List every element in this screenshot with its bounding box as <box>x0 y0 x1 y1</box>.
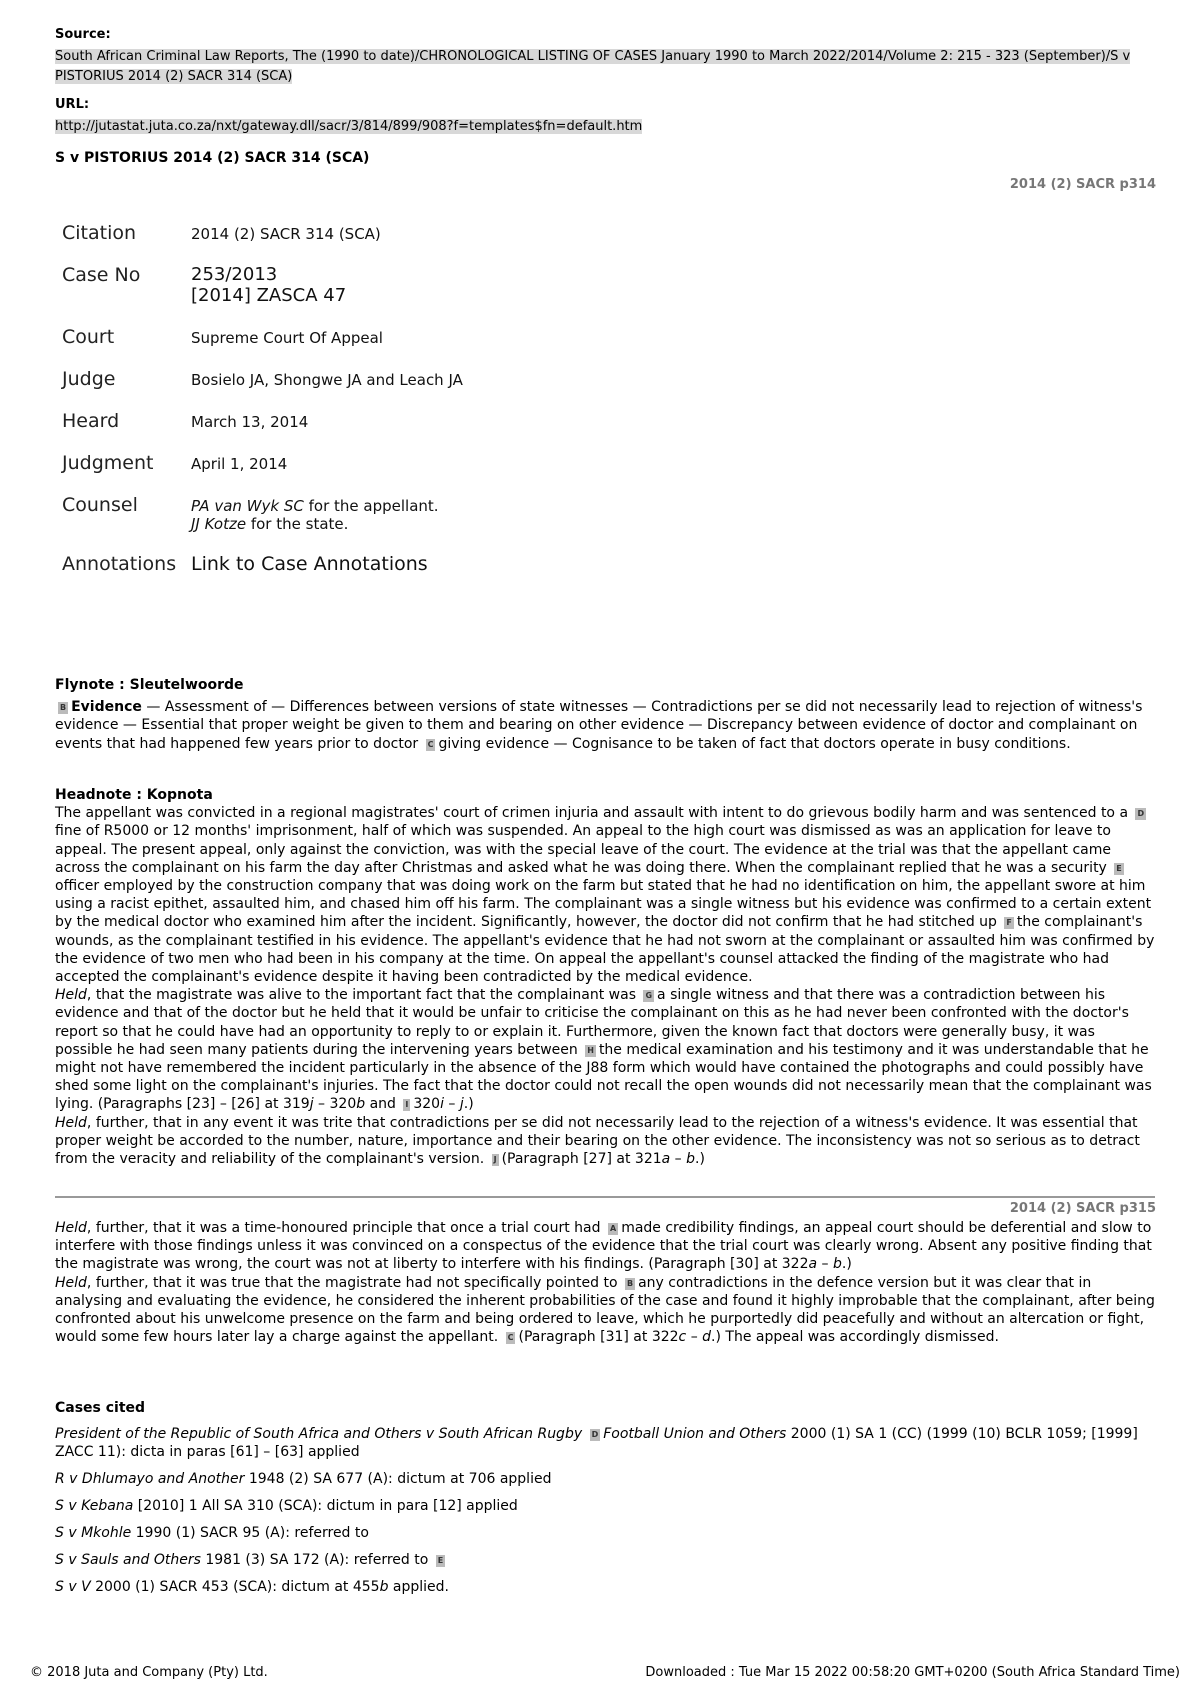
judge-value: Bosielo JA, Shongwe JA and Leach JA <box>191 371 463 389</box>
url-link[interactable]: http://jutastat.juta.co.za/nxt/gateway.dll/sacr/3/814/899/908?f=templates$fn=default.htm <box>55 119 643 134</box>
case-title: S v PISTORIUS 2014 (2) SACR 314 (SCA) <box>55 150 370 166</box>
heard-label: Heard <box>62 410 120 432</box>
headnote-heading: Headnote : Kopnota <box>55 787 213 803</box>
footer-downloaded: Downloaded : Tue Mar 15 2022 00:58:20 GMT+0200 (South Africa Standard Time) <box>645 1665 1180 1680</box>
headnote-held-3: Held, further, that it was a time-honoured principle that once a trial court had A made credibility findings, an appeal court should be deferential and slow to interfere with those findings unless it was convinced on a conspectus of the evidence that the trial court was clearly wrong. Absent any positive finding that the magistrate was wrong, the court was not at liberty to interfere with his findings. (Paragraph [30] at 322a – b.) <box>55 1220 1152 1273</box>
case-item: President of the Republic of South Africa and Others v South African Rugby D Football Union and Others 2000 (1) SA 1 (CC) (1999 (10) BCLR 1059; [1999] ZACC 11): dicta in paras [61] – [63] applied <box>55 1426 1138 1460</box>
meta-row-counsel <box>62 494 463 553</box>
annotations-link[interactable]: Link to Case Annotations <box>191 553 428 575</box>
counsel-label: Counsel <box>62 494 138 516</box>
case-item: R v Dhlumayo and Another 1948 (2) SA 677 (A): dictum at 706 applied <box>55 1471 552 1487</box>
margin-marker-b2: B <box>626 1278 634 1288</box>
margin-marker-j: J <box>493 1155 497 1165</box>
judgment-value: April 1, 2014 <box>191 455 288 473</box>
footer-copyright: © 2018 Juta and Company (Pty) Ltd. <box>30 1665 268 1680</box>
counsel-state: JJ Kotze for the state. <box>191 515 349 533</box>
headnote-continued <box>55 1219 1155 1346</box>
headnote-facts: The appellant was convicted in a regional magistrates' court of crimen injuria and assault with intent to do grievous bodily harm and was sentenced to a Dfine of R5000 or 12 months' imprisonment, half of which was suspended. An appeal to the high court was dismissed as was an application for leave to appeal. The present appeal, only against the conviction, was with the special leave of the court. The evidence at the trial was that the appellant came across the complainant on his farm the day after Christmas and asked what he was doing there. When the complainant replied that he was a security Eofficer employed by the construction company that was doing work on the farm but stated that he had no identification on him, the appellant swore at him using a racist epithet, assaulted him, and chased him off his farm. The complainant was a single witness but his evidence was confirmed to a certain extent by the medical doctor who examined him after the incident. Significantly, however, the doctor did not confirm that he had stitched up F the complainant's wounds, as the complainant testified in his evidence. The appellant's evidence that he had not sworn at the complainant or assaulted him was confirmed by the evidence of two men who had been in his company at the time. On appeal the appellant's counsel attacked the finding of the magistrate who had accepted the complainant's evidence despite it having been contradicted by the medical evidence. <box>55 805 1155 986</box>
judgment-label: Judgment <box>62 452 154 474</box>
case-metadata <box>62 222 463 595</box>
heard-value: March 13, 2014 <box>191 413 309 431</box>
flynote-section <box>55 676 1155 753</box>
margin-marker-f: F <box>1006 918 1012 928</box>
annotations-label: Annotations <box>62 553 177 575</box>
citation-value: 2014 (2) SACR 314 (SCA) <box>191 225 381 243</box>
margin-marker-a: A <box>609 1224 617 1233</box>
margin-marker-c2: C <box>507 1333 514 1343</box>
margin-marker-h: H <box>587 1045 594 1055</box>
source-path[interactable]: South African Criminal Law Reports, The (1990 to date)/CHRONOLOGICAL LISTING OF CASES January 1990 to March 2022/2014/Volume 2: 215 - 323 (September)/S v PISTORIUS 2014 (2) SACR 314 (SCA) <box>55 49 1131 84</box>
meta-row-citation <box>62 222 463 264</box>
caseno-number: 253/2013 <box>191 264 278 285</box>
meta-row-heard <box>62 410 463 452</box>
headnote-section <box>55 786 1155 1168</box>
meta-row-judgment <box>62 452 463 494</box>
judge-label: Judge <box>62 368 116 390</box>
page-break-rule <box>55 1196 1155 1198</box>
caseno-label: Case No <box>62 264 141 286</box>
margin-marker-d: D <box>1137 809 1145 819</box>
cases-cited-section <box>55 1399 1155 1605</box>
cases-heading: Cases cited <box>55 1400 146 1416</box>
page-ref-315: 2014 (2) SACR p315 <box>1009 1201 1156 1216</box>
margin-marker-c: C <box>427 739 434 749</box>
citation-label: Citation <box>62 222 137 244</box>
case-item: S v V 2000 (1) SACR 453 (SCA): dictum at 455b applied. <box>55 1579 450 1595</box>
meta-row-caseno <box>62 264 463 326</box>
headnote-held-2: Held, further, that in any event it was trite that contradictions per se did not necessarily lead to the rejection of a witness's evidence. It was essential that proper weight be accorded to the number, nature, importance and their bearing on the other evidence. The inconsistency was not so serious as to detract from the veracity and reliability of the complainant's version. J (Paragraph [27] at 321a – b.) <box>55 1114 1140 1168</box>
court-value: Supreme Court Of Appeal <box>191 329 383 347</box>
caseno-value <box>191 264 463 326</box>
counsel-value <box>191 494 463 553</box>
margin-marker-b: B <box>60 703 67 713</box>
margin-marker-e: E <box>1116 863 1122 873</box>
headnote-held-4: Held, further, that it was true that the magistrate had not specifically pointed to B any contradictions in the defence version but it was clear that in analysing and evaluating the evidence, he considered the inherent probabilities of the case and found it highly improbable that the complainant, after being confronted about his unwelcome presence on the farm and being ordered to leave, which he purportedly did peacefully and without an altercation or fight, would some few hours later lay a charge against the appellant. C (Paragraph [31] at 322c – d.) The appeal was accordingly dismissed. <box>55 1274 1155 1346</box>
court-label: Court <box>62 326 115 348</box>
meta-row-court <box>62 326 463 368</box>
case-item: S v Kebana [2010] 1 All SA 310 (SCA): dictum in para [12] applied <box>55 1498 518 1514</box>
margin-marker-d2: D <box>591 1430 599 1439</box>
margin-marker-g: G <box>645 991 653 1001</box>
caseno-neutral-citation: [2014] ZASCA 47 <box>191 285 347 306</box>
counsel-appellant: PA van Wyk SC for the appellant. <box>191 497 439 515</box>
url-label: URL: <box>55 97 90 112</box>
meta-row-judge <box>62 368 463 410</box>
margin-marker-i: I <box>405 1100 409 1110</box>
flynote-text: B Evidence — Assessment of — Differences between versions of state witnesses — Contradictions per se did not necessarily lead to rejection of witness's evidence — Essential that proper weight be given to them and bearing on other evidence — Discrepancy between evidence of doctor and complainant on events that had happened few years prior to doctor C giving evidence — Cognisance to be taken of fact that doctors operate in busy conditions. <box>55 699 1143 752</box>
source-label: Source: <box>55 27 111 42</box>
headnote-held-1: Held, that the magistrate was alive to the important fact that the complainant was G a single witness and that there was a contradiction between his evidence and that of the doctor but he held that it would be unfair to criticise the complainant on this as he had never been confronted with the doctor's report so that he could have had an opportunity to reply to or explain it. Furthermore, given the known fact that doctors were generally busy, it was possible he had seen many patients during the intervening years between H the medical examination and his testimony and it was understandable that he might not have remembered the incident particularly in the absence of the J88 form which would have contained the photographs and could possibly have shed some light on the complainant's injuries. The fact that the doctor could not recall the open wounds did not necessarily mean that the complainant was lying. (Paragraphs [23] – [26] at 319j – 320b and I 320i – j.) <box>55 987 1152 1113</box>
flynote-heading: Flynote : Sleutelwoorde <box>55 677 244 693</box>
case-item: S v Mkohle 1990 (1) SACR 95 (A): referred to <box>55 1525 369 1541</box>
meta-row-annotations <box>62 553 463 595</box>
margin-marker-e2: E <box>437 1556 444 1565</box>
page-ref-314: 2014 (2) SACR p314 <box>1009 177 1156 192</box>
case-item: S v Sauls and Others 1981 (3) SA 172 (A): referred to E <box>55 1552 444 1568</box>
